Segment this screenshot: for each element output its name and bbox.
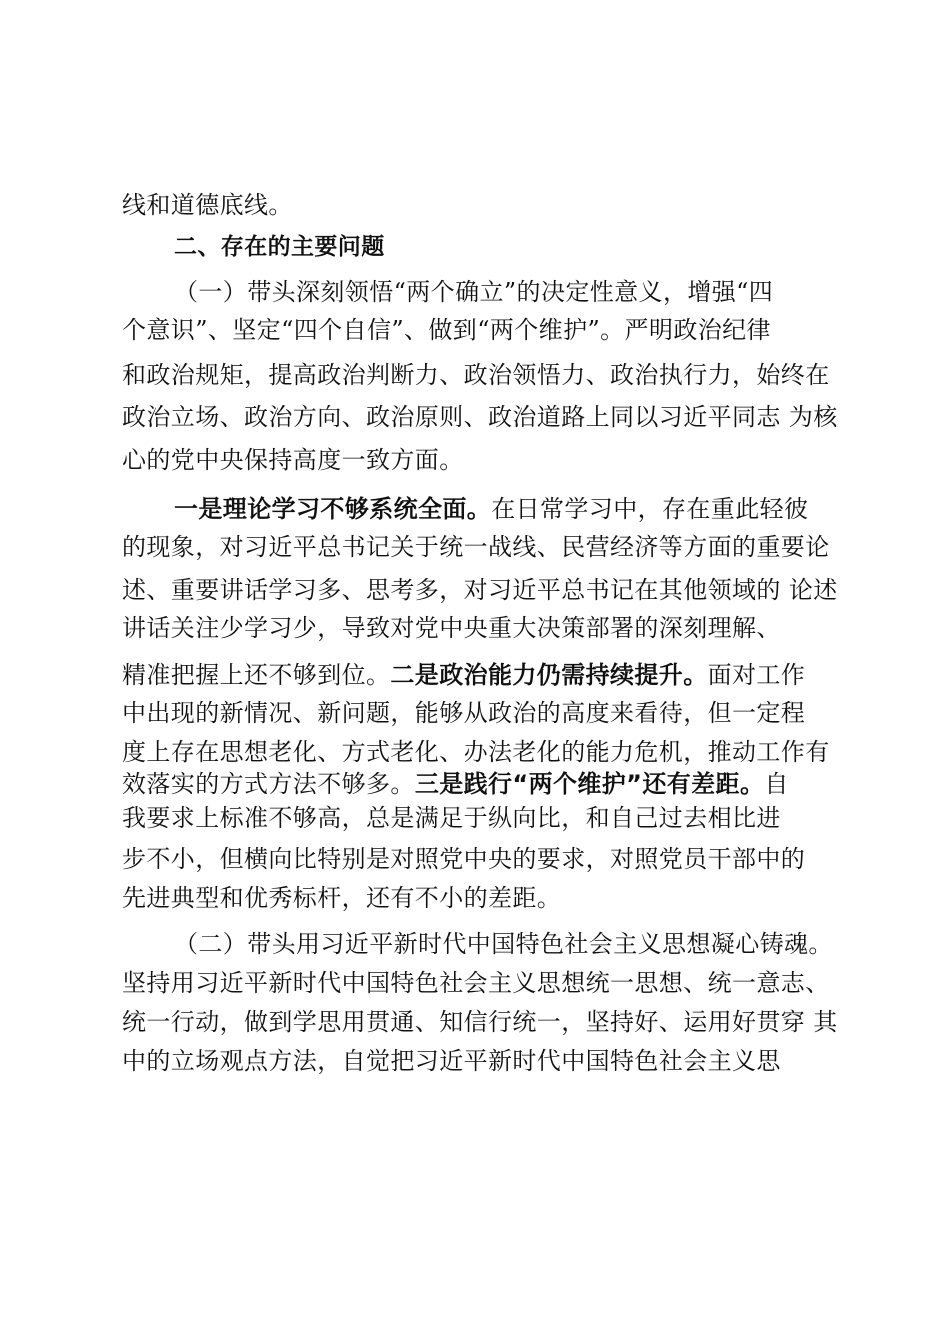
paragraph-line xyxy=(174,491,808,527)
text-span: 自 xyxy=(764,770,789,798)
text-line: 统一行动，做到学思用贯通、知信行统一，坚持好、运用好贯穿 其 xyxy=(122,1008,838,1036)
text-line: 中出现的新情况、新问题，能够从政治的高度来看待，但一定程 xyxy=(122,699,806,727)
text-span: 在日常学习中，存在重此轻彼 xyxy=(491,495,809,523)
text-line: 讲话关注少学习少，导致对党中央重大决策部署的深刻理解、 xyxy=(122,614,781,642)
text-line: （一）带头深刻领悟“两个确立”的决定性意义，增强“四 xyxy=(174,278,774,306)
text-span: 面对工作 xyxy=(707,661,806,689)
text-span: 精准把握上还不够到位。 xyxy=(122,661,391,689)
bold-lead: 一是理论学习不够系统全面。 xyxy=(174,495,492,523)
bold-lead: 二是政治能力仍需持续提升。 xyxy=(390,661,708,689)
text-line: 个意识”、坚定“四个自信”、做到“两个维护”。严明政治纪律 xyxy=(122,316,771,344)
text-line: 和政治规矩，提高政治判断力、政治领悟力、政治执行力，始终在 xyxy=(122,361,830,389)
text-line: 我要求上标准不够高，总是满足于纵向比，和自己过去相比进 xyxy=(122,804,781,832)
text-line: 政治立场、政治方向、政治原则、政治道路上同以习近平同志 为核 xyxy=(122,403,838,431)
text-span: 效落实的方式方法不够多。 xyxy=(122,770,415,798)
text-line: 的现象，对习近平总书记关于统一战线、民营经济等方面的重要论 xyxy=(122,533,830,561)
text-line: 坚持用习近平新时代中国特色社会主义思想统一思想、统一意志、 xyxy=(122,969,830,997)
text-line: 线和道德底线。 xyxy=(122,191,293,219)
bold-lead: 三是践行“两个维护”还有差距。 xyxy=(414,770,765,798)
text-line: 步不小，但横向比特别是对照党中央的要求，对照党员干部中的 xyxy=(122,845,806,873)
text-line: 度上存在思想老化、方式老化、办法老化的能力危机，推动工作有 xyxy=(122,738,830,766)
text-line: （二）带头用习近平新时代中国特色社会主义思想凝心铸魂。 xyxy=(174,930,833,958)
text-line: 先进典型和优秀标杆，还有不小的差距。 xyxy=(122,884,562,912)
text-line: 心的党中央保持高度一致方面。 xyxy=(122,446,464,474)
paragraph-line xyxy=(122,657,805,693)
text-line: 中的立场观点方法，自觉把习近平新时代中国特色社会主义思 xyxy=(122,1047,781,1075)
text-line: 述、重要讲话学习多、思考多，对习近平总书记在其他领域的 论述 xyxy=(122,576,838,604)
paragraph-line xyxy=(122,766,789,802)
section-heading: 二、存在的主要问题 xyxy=(174,234,385,260)
